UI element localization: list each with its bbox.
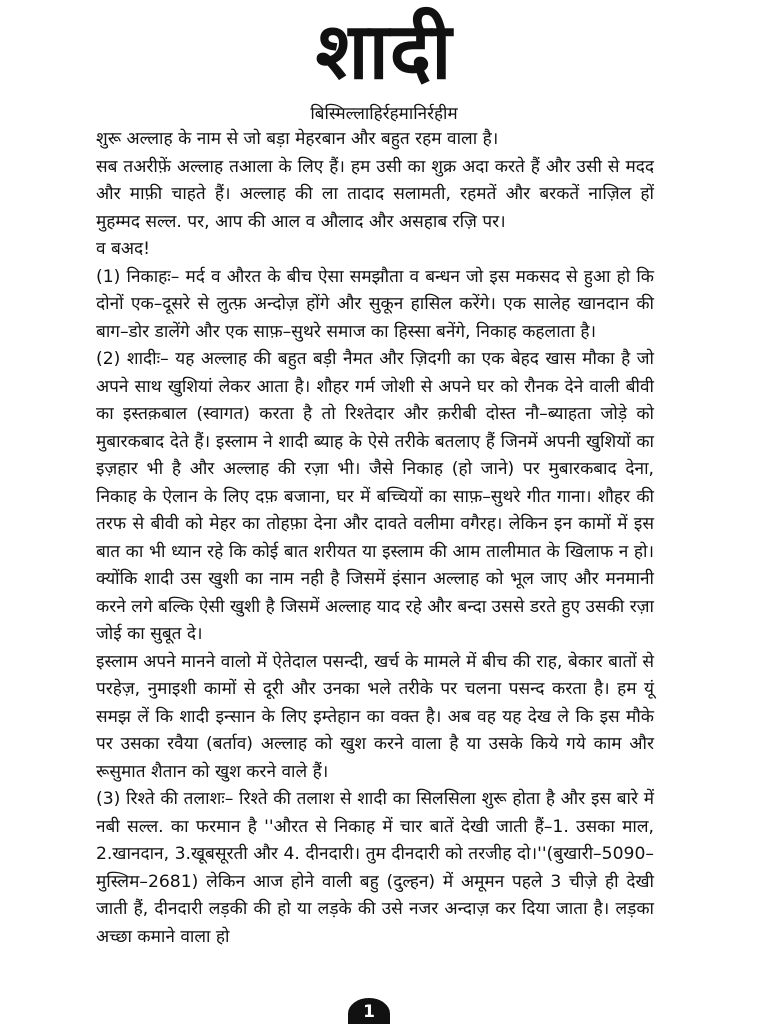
opening-line: शुरू अल्लाह के नाम से जो बड़ा मेहरबान और बहुत रहम वाला है। [96, 129, 499, 149]
page-title: शादी [315, 7, 453, 97]
page-number: 1 [348, 998, 390, 1024]
shadi-paragraph: (2) शादीः– यह अल्लाह की बहुत बड़ी नैमत और ज़िदगी का एक बेहद खास मौका है जो अपने साथ खुशियां लेकर आता है। शौहर गर्म जोशी से अपने घर को रौनक देने वाली बीवी का इस्तक़बाल (स्वागत) करता है तो रिश्तेदार और क़रीबी दोस्त नौ–ब्याहता जोड़े को मुबारकबाद देते हैं। इस्लाम ने शादी ब्याह के ऐसे तरीके बतलाए हैं जिनमें अपनी खुशियों का इज़हार भी है और अल्लाह की रज़ा भी। जैसे निकाह (हो जाने) पर मुबारकबाद देना, निकाह के ऐलान के लिए दफ़ बजाना, घर में बच्चियों का साफ़–सुथरे गीत गाना। शौहर की तरफ से बीवी को मेहर का तोहफ़ा देना और दावते वलीमा वगैरह। लेकिन इन कामों में इस बात का भी ध्यान रहे कि कोई बात शरीयत या इस्लाम की आम तालीमात के खिलाफ न हो। क्योंकि शादी उस खुशी का नाम नही है जिसमें इंसान अल्लाह को भूल जाए और मनमानी करने लगे बल्कि ऐसी खुशी है जिसमें अल्लाह याद रहे और बन्दा उससे डरते हुए उसकी रज़ा जोई का सुबूत दे। [96, 349, 654, 644]
praise-paragraph: सब तअरीफ़ें अल्लाह तआला के लिए हैं। हम उसी का शुक्र अदा करते हैं और उसी से मदद और माफ़ी चाहते हैं। अल्लाह की ला तादाद सलामती, रहमतें और बरकतें नाज़िल हों मुहम्मद सल्ल. पर, आप की आल व औलाद और असहाब रज़ि पर। [96, 156, 654, 232]
wa-baad-line: व बअद! [96, 239, 150, 259]
body-text [96, 126, 654, 951]
islam-moderation-paragraph: इस्लाम अपने मानने वालो में ऐतेदाल पसन्दी, खर्च के मामले में बीच की राह, बेकार बातों से परहेज़, नुमाइशी कामों से दूरी और उनका भले तरीके पर चलना पसन्द करता है। हम यूं समझ लें कि शादी इन्सान के लिए इम्तेहान का वक्त है। अब वह यह देख ले कि इस मौके पर उसका रवैया (बर्ताव) अल्लाह को खुश करने वाला है या उसके किये गये काम और रूसुमात शैतान को खुश करने वाले हैं। [96, 651, 654, 782]
rishte-ki-talash-paragraph: (3) रिश्ते की तलाशः– रिश्ते की तलाश से शादी का सिलसिला शुरू होता है और इस बारे में नबी सल्ल. का फरमान है ''औरत से निकाह में चार बातें देखी जाती हैं–1. उसका माल, 2.खानदान, 3.खूबसूरती और 4. दीनदारी। तुम दीनदारी को तरजीह दो।''(बुखारी–5090–मुस्लिम–2681) लेकिन आज होने वाली बहु (दुल्हन) में अमूमन पहले 3 चीजे़ ही देखी जाती हैं, दीनदारी लड़की की हो या लड़के की उसे नजर अन्दाज़ कर दिया जाता है। लड़का अच्छा कमाने वाला हो [96, 789, 654, 947]
nikah-paragraph: (1) निकाहः– मर्द व औरत के बीच ऐसा समझौता व बन्धन जो इस मकसद से हुआ हो कि दोनों एक–दूसरे से लुत्फ़ अन्दोज़ होंगे और सुकून हासिल करेंगे। एक सालेह खानदान की बाग–डोर डालेंगे और एक साफ़–सुथरे समाज का हिस्सा बनेंगे, निकाह कहलाता है। [96, 266, 654, 342]
bismillah-subtitle: बिस्मिल्लाहिर्रहमानिर्रहीम [310, 104, 458, 124]
